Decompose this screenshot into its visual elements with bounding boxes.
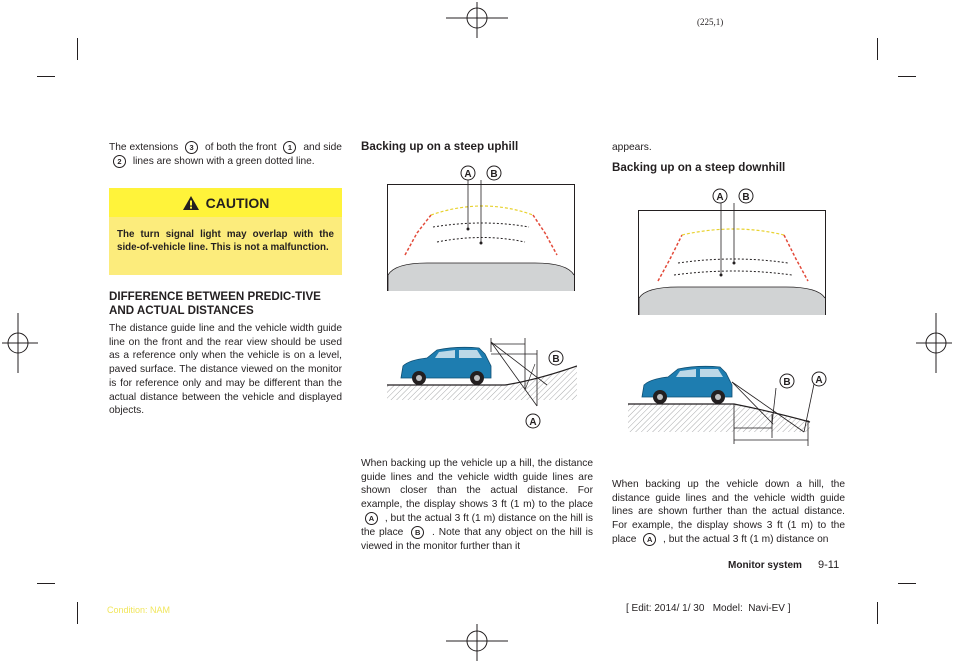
caution-header <box>109 188 342 217</box>
caution-box <box>109 188 342 275</box>
uphill-monitor-diagram <box>387 163 575 291</box>
footer-edit-info: [ Edit: 2014/ 1/ 30 Model: Navi-EV ] <box>626 603 791 614</box>
callout-1: 1 <box>283 141 296 154</box>
caution-title: CAUTION <box>205 194 270 211</box>
svg-text:A: A <box>815 375 823 386</box>
callout-b: B <box>411 526 424 539</box>
downhill-side-diagram <box>628 360 828 452</box>
uphill-side-diagram <box>387 330 577 430</box>
uphill-body: When backing up the vehicle up a hill, the distance guide lines and the vehicle width guide lines are shown closer than the actual distance. For example, the display shows 3 ft (1 m) to the place A , but the actual 3 ft (1 m) distance on the hill is the place B . Note that any object on the hill is viewed in the monitor further than it <box>361 458 593 552</box>
section-body: The distance guide line and the vehicle width guide line on the front and the rear view should be used as a reference only when the vehicle is on a level, paved surface. The distance viewed on the monitor is for reference only and may be different than the actual distance between the vehicle and displayed objects. <box>109 323 342 417</box>
intro-paragraph: The extensions 3 of both the front 1 and side 2 lines are shown with a green dotted line. <box>109 142 342 168</box>
svg-text:B: B <box>742 192 750 203</box>
downhill-heading: Backing up on a steep downhill <box>612 161 786 174</box>
svg-text:B: B <box>783 377 791 388</box>
downhill-monitor-diagram <box>638 185 826 315</box>
callout-3: 3 <box>185 141 198 154</box>
caution-text: The turn signal light may overlap with the side-of-vehicle line. This is not a malfunction. <box>117 229 334 254</box>
continuation-text: appears. <box>612 142 652 153</box>
callout-2: 2 <box>113 155 126 168</box>
page-reference: (225,1) <box>697 17 724 27</box>
svg-text:B: B <box>552 354 560 365</box>
section-heading: DIFFERENCE BETWEEN PREDIC-TIVE AND ACTUAL DISTANCES <box>109 290 321 317</box>
svg-text:A: A <box>529 417 537 428</box>
footer-condition: Condition: NAM <box>107 605 171 615</box>
registration-mark-top <box>446 2 508 38</box>
registration-mark-bottom <box>446 624 508 661</box>
downhill-body: When backing up the vehicle down a hill, the distance guide lines and the vehicle width guide lines are shown further than the actual distance. For example, the display shows 3 ft (1 m) to the place A , but the actual 3 ft (1 m) distance on <box>612 479 845 545</box>
registration-mark-right <box>916 313 952 373</box>
svg-text:A: A <box>464 169 472 180</box>
callout-a: A <box>643 533 656 546</box>
registration-mark-left <box>2 313 38 373</box>
footer-page-number: 9-11 <box>818 559 840 571</box>
callout-a: A <box>365 512 378 525</box>
footer-section-title: Monitor system <box>728 560 802 571</box>
svg-text:A: A <box>716 192 724 203</box>
uphill-heading: Backing up on a steep uphill <box>361 140 519 153</box>
svg-text:B: B <box>490 169 498 180</box>
warning-icon <box>182 195 200 211</box>
